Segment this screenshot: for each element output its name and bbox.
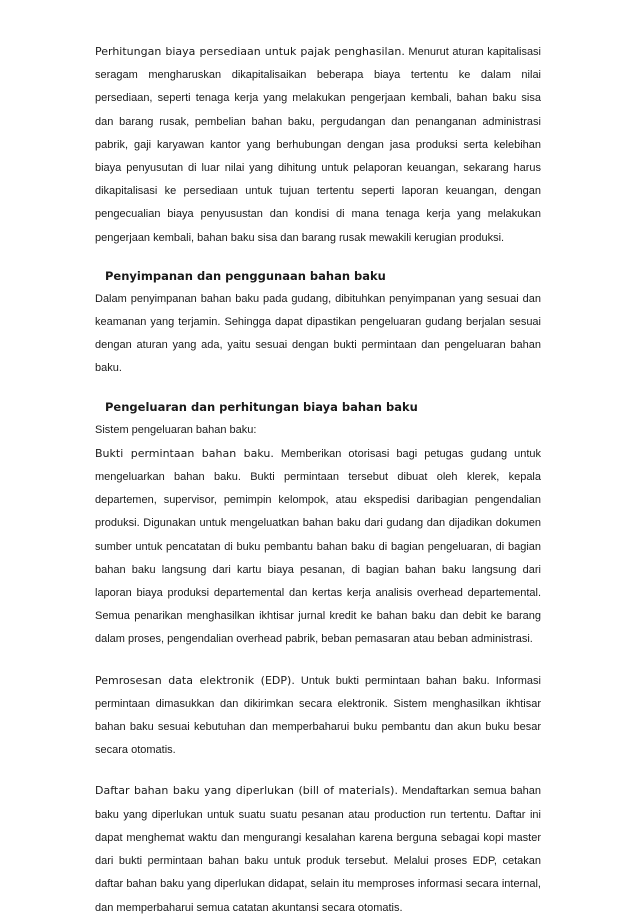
paragraph-body: Menurut aturan kapitalisasi seragam mengharuskan dikapitalisaikan beberapa biaya tertentu ke dalam nilai persediaan, seperti tenaga kerja yang melakukan pengerjaan kembali, bahan baku sisa dan barang rusak, pembelian bahan baku, pergudangan dan penanganan administrasi pabrik, gaji karyawan kantor yang berhubungan dengan jasa produksi serta kelebihan biaya penyusutan di luar nilai yang dihitung untuk pelaporan keuangan, sekarang harus dikapitalisasi ke persediaan untuk tujuan tertentu seperti laporan keuangan, dengan pengecualian biaya penyusustan dan kondisi di mana tenaga kerja yang melakukan pengerjaan kembali, bahan baku sisa dan barang rusak mewakili kerugian produksi.	[95, 46, 541, 244]
paragraph-body: Mendaftarkan semua bahan baku yang diperlukan untuk suatu suatu pesanan atau production run tertentu. Daftar ini dapat menghemat waktu dan mengurangi kesalahan karena berguna sebagai kopi master dari bukti permintaan bahan baku untuk produk tersebut. Melalui proses EDP, cetakan daftar bahan baku yang diperlukan didapat, selain itu memproses informasi secara internal, dan memperbaharui semua catatan akuntansi secara otomatis.	[95, 785, 541, 914]
paragraph-body: Untuk bukti permintaan bahan baku. Informasi permintaan dimasukkan dan dikirimkan secara elektronik. Sistem menghasilkan ikhtisar bahan baku sesuai kebutuhan dan memperbaharui buku pembantu dan akun buku besar secara otomatis.	[95, 674, 541, 757]
paragraph-lead: Bukti permintaan bahan baku.	[95, 446, 274, 460]
paragraph-requisition	[95, 442, 541, 652]
section-heading-storage: Penyimpanan dan penggunaan bahan baku	[105, 268, 386, 283]
paragraph-issuance-system: Sistem pengeluaran bahan baku:	[95, 423, 257, 436]
paragraph-income-tax-inventory	[95, 40, 541, 250]
paragraph-storage: Dalam penyimpanan bahan baku pada gudang, dibituhkan penyimpanan yang sesuai dan keamanan yang terjamin. Sehingga dapat dipastikan pengeluaran gudang berjalan sesuai dengan aturan yang ada, yaitu sesuai dengan bukti permintaan dan pengeluaran bahan baku.	[95, 292, 541, 375]
document-page	[95, 40, 541, 920]
paragraph-lead: Pemrosesan data elektronik (EDP).	[95, 673, 295, 687]
paragraph-lead: Daftar bahan baku yang diperlukan (bill of materials).	[95, 784, 398, 798]
section-heading-issuance: Pengeluaran dan perhitungan biaya bahan baku	[105, 399, 418, 414]
paragraph-edp	[95, 669, 541, 763]
paragraph-body: Memberikan otorisasi bagi petugas gudang untuk mengeluarkan bahan baku. Bukti permintaan tersebut dibuat oleh klerek, kepala departemen, supervisor, pemimpin kelompok, atau ekspedisi daribagian pengendalian produksi. Digunakan untuk mengeluatkan bahan baku dari gudang dan dijadikan dokumen sumber untuk pencatatan di buku pembantu bahan baku di bagian pengeluaran, di bagian bahan baku langsung dari kartu biaya pesanan, di bagian bahan baku langsung dari laporan biaya produksi departemental dan kertas kerja analisis overhead departemental. Semua penarikan menghasilkan ikhtisar jurnal kredit ke bahan baku dan debit ke barang dalam proses, pengendalian overhead pabrik, beban pemasaran atau beban administrasi.	[95, 447, 542, 646]
paragraph-bill-of-materials	[95, 779, 541, 919]
paragraph-lead: Perhitungan biaya persediaan untuk pajak penghasilan.	[95, 45, 405, 58]
